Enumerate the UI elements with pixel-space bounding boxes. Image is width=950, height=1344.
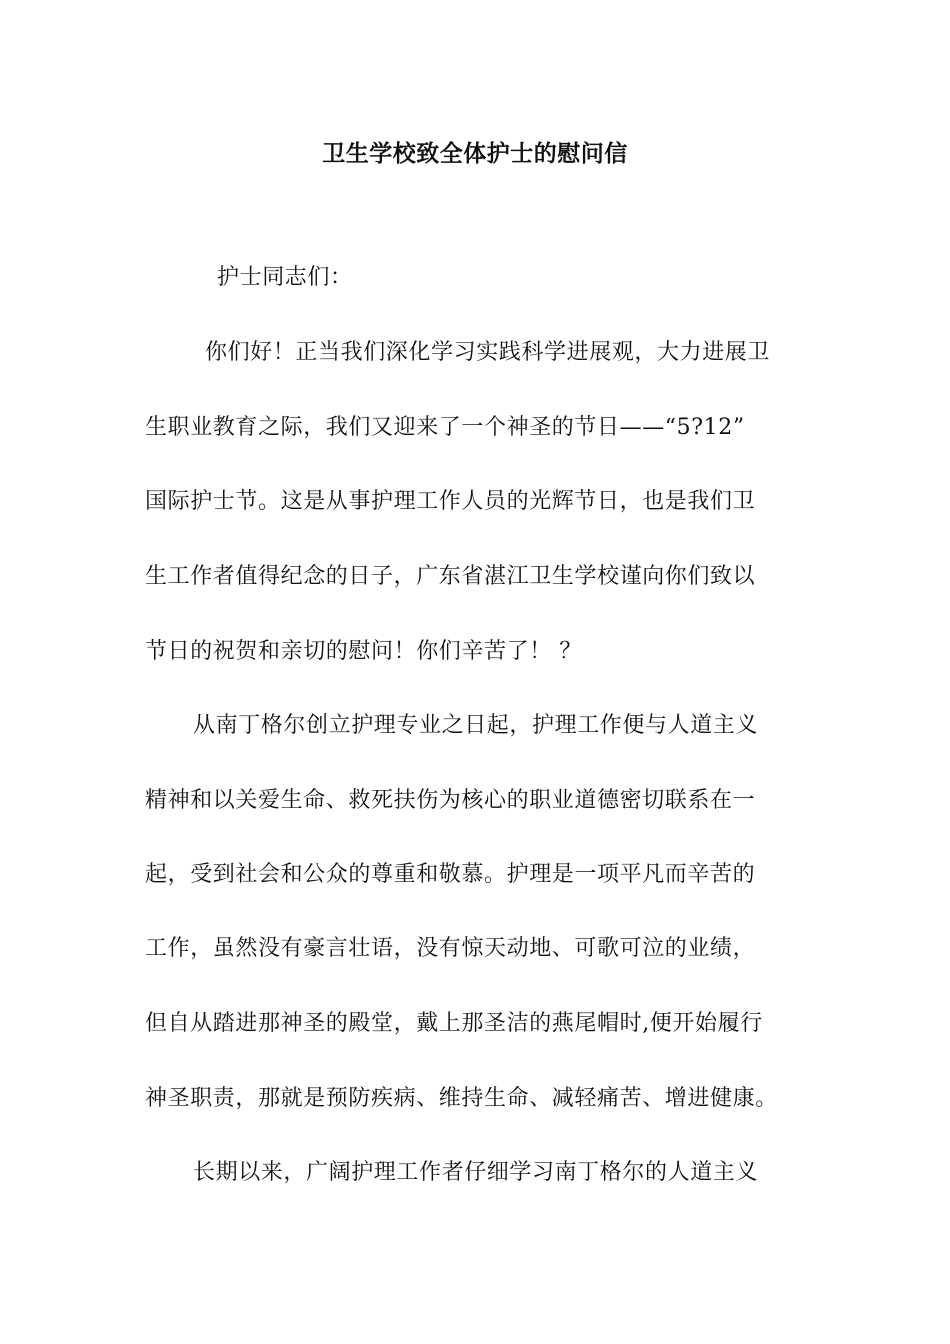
body-line: 你们好！正当我们深化学习实践科学进展观，大力进展卫 (205, 340, 771, 365)
greeting-line: 护士同志们： (217, 265, 353, 290)
body-line: 国际护士节。这是从事护理工作人员的光辉节日，也是我们卫 (145, 489, 756, 514)
body-line: 生工作者值得纪念的日子，广东省湛江卫生学校谨向你们致以 (145, 564, 756, 589)
body-line: 神圣职责，那就是预防疾病、维持生命、减轻痛苦、增进健康。 (145, 1086, 778, 1111)
body-line: 生职业教育之际，我们又迎来了一个神圣的节日——“5?12” (145, 415, 745, 440)
body-line: 但自从踏进那神圣的殿堂，戴上那圣洁的燕尾帽时,便开始履行 (145, 1011, 763, 1036)
body-line: 从南丁格尔创立护理专业之日起，护理工作便与人道主义 (193, 713, 759, 738)
body-line: 节日的祝贺和亲切的慰问！你们辛苦了！ ？ (145, 639, 582, 664)
body-line: 长期以来，广阔护理工作者仔细学习南丁格尔的人道主义 (193, 1160, 759, 1185)
body-line: 工作，虽然没有豪言壮语，没有惊天动地、可歌可泣的业绩， (145, 936, 756, 961)
document-title: 卫生学校致全体护士的慰问信 (322, 140, 628, 167)
body-line: 精神和以关爱生命、救死扶伤为核心的职业道德密切联系在一 (145, 788, 756, 813)
body-line: 起，受到社会和公众的尊重和敬慕。护理是一项平凡而辛苦的 (145, 862, 756, 887)
